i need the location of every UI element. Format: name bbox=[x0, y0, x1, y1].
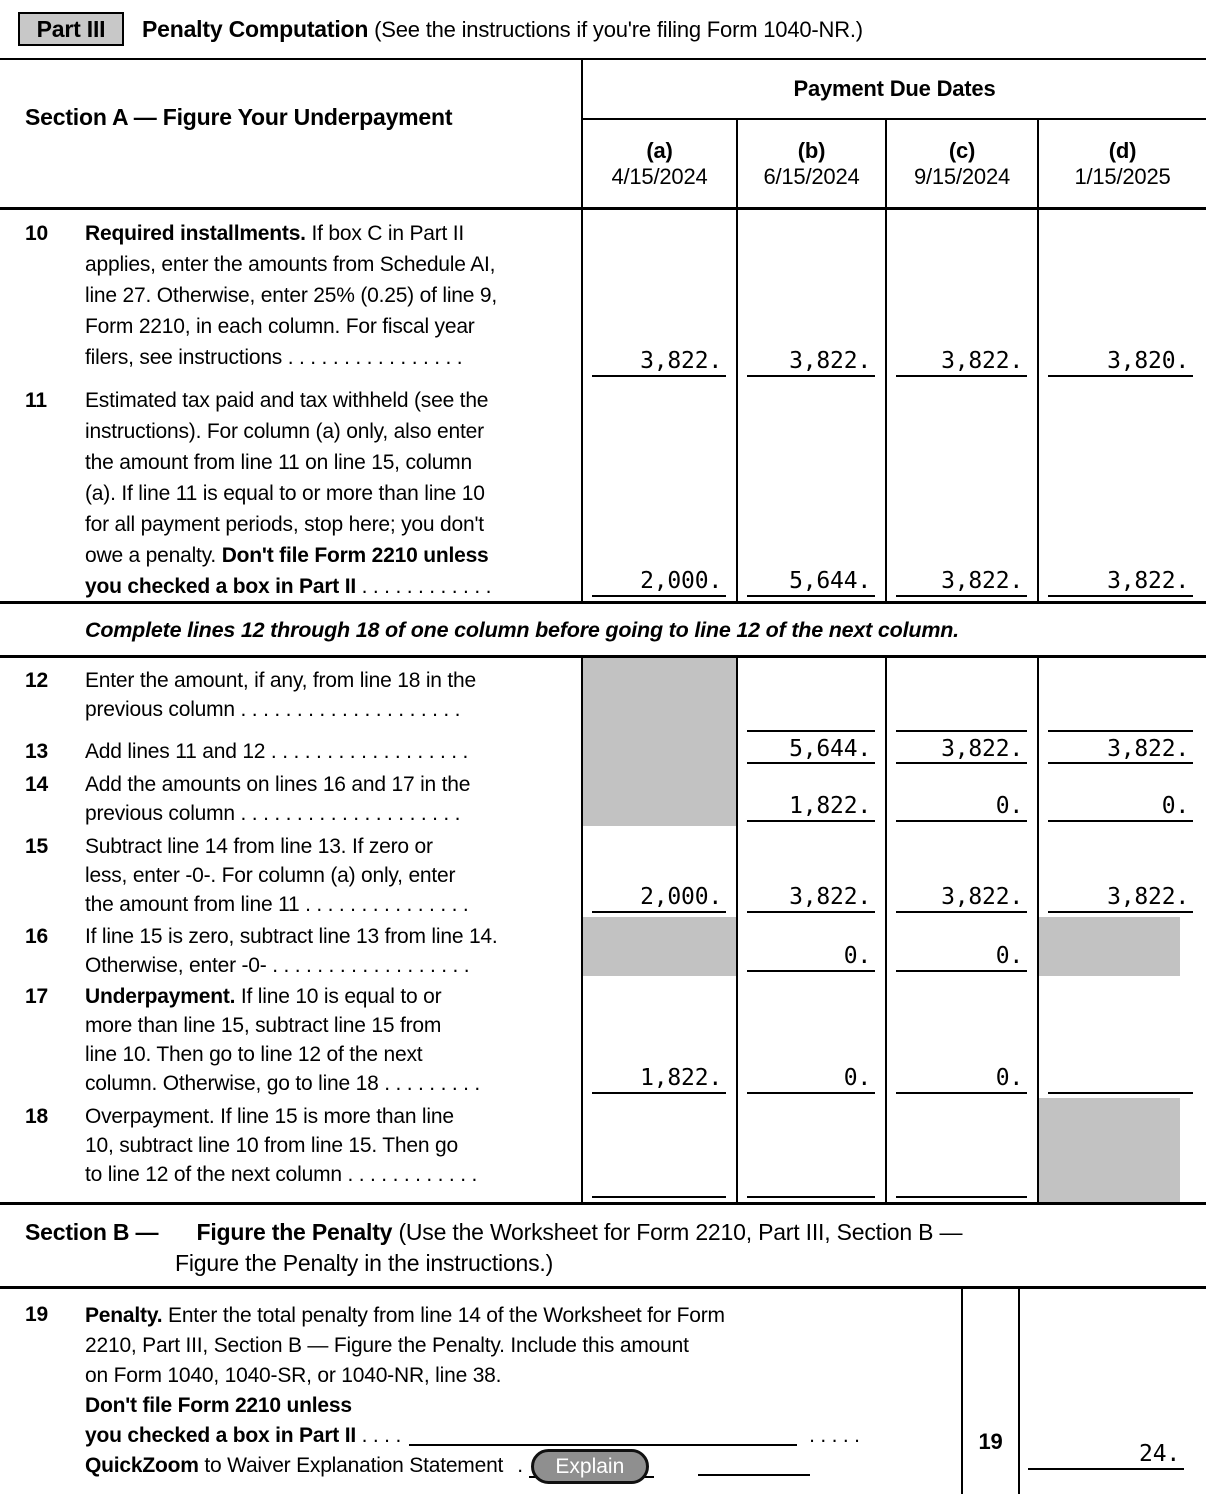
line-19-text-1: Enter the total penalty from line 14 of the Worksheet for Form bbox=[162, 1304, 725, 1327]
line-13-amount-col-d[interactable]: 3,822. bbox=[1037, 736, 1206, 768]
line-14-amount-col-c[interactable]: 0. bbox=[885, 768, 1037, 826]
line-15-amount-col-b[interactable]: 3,822. bbox=[736, 826, 885, 917]
line-19-amount: 24. bbox=[1139, 1441, 1180, 1467]
quickzoom-text: to Waiver Explanation Statement bbox=[198, 1454, 504, 1477]
leader-dots: . bbox=[517, 1454, 523, 1477]
line-14-amount-col-b[interactable]: 1,822. bbox=[736, 768, 885, 826]
line-17-amount-col-a[interactable]: 1,822. bbox=[583, 976, 736, 1098]
column-letter: (d) bbox=[1108, 137, 1137, 163]
line-19-text-4: Don't file Form 2210 unless bbox=[85, 1394, 352, 1417]
line-19-row bbox=[0, 1289, 1206, 1494]
line-18-amount-col-a[interactable] bbox=[583, 1098, 736, 1202]
line-17-number: 17 bbox=[25, 985, 48, 1008]
line-15-number: 15 bbox=[25, 835, 48, 858]
line-16-amount-col-a bbox=[583, 917, 736, 976]
line-15-amount-col-d[interactable]: 3,822. bbox=[1037, 826, 1206, 917]
column-due-date: 9/15/2024 bbox=[913, 163, 1011, 189]
line-14-number: 14 bbox=[25, 773, 48, 796]
line-11-text: 11 Estimated tax paid and tax withheld (see the instructions). For column (a) only, also enter the amount from line 11 on line 15, column (a). If line 11 is equal to or more than line 10 for all payment periods, stop here; you don't owe a penalty. Don't file Form 2210 unless you checked a box in Part II . . . . . . . . . . . . bbox=[0, 381, 583, 601]
part-label-box: Part III bbox=[18, 12, 124, 46]
line-17-amount-col-d[interactable] bbox=[1037, 976, 1206, 1098]
form-line-13 bbox=[0, 736, 1206, 768]
line-12-amount-col-b[interactable] bbox=[736, 658, 885, 736]
form-line-10 bbox=[0, 210, 1206, 381]
line-13-text: 13 Add lines 11 and 12 . . . . . . . . . . . . . . . . . . bbox=[0, 736, 583, 768]
line-16-number: 16 bbox=[25, 925, 48, 948]
line-18-text: 18 Overpayment. If line 15 is more than line 10, subtract line 10 from line 15. Then go to line 12 of the next column . . . . . . . . . . . . bbox=[0, 1098, 583, 1202]
quickzoom-blank-entry[interactable] bbox=[698, 1456, 810, 1476]
section-b-subtitle: (Use the Worksheet for Form 2210, Part III, Section B — bbox=[392, 1219, 963, 1245]
form-line-18 bbox=[0, 1098, 1206, 1202]
section-b-subtitle-2: Figure the Penalty in the instructions.) bbox=[175, 1250, 554, 1276]
line-10-amount-col-d[interactable]: 3,820. bbox=[1037, 210, 1206, 381]
line-11-amount-col-d[interactable]: 3,822. bbox=[1037, 381, 1206, 601]
line-12-amount-col-a bbox=[583, 658, 736, 736]
form-line-16 bbox=[0, 917, 1206, 976]
line-14-amount-col-a bbox=[583, 768, 736, 826]
line-16-amount-col-c[interactable]: 0. bbox=[885, 917, 1037, 976]
column-due-date: 1/15/2025 bbox=[1074, 163, 1171, 189]
penalty-label: Penalty. bbox=[85, 1304, 163, 1327]
section-b-title-2: Figure the Penalty bbox=[196, 1219, 393, 1245]
line-16-amount-col-b[interactable]: 0. bbox=[736, 917, 885, 976]
line-16-text: 16 If line 15 is zero, subtract line 13 from line 14. Otherwise, enter -0- . . . . . . . . . . . . . . . . . . bbox=[0, 917, 583, 976]
line-10-amount-col-b[interactable]: 3,822. bbox=[736, 210, 885, 381]
line-10-text: 10 Required installments. If box C in Part II applies, enter the amounts from Schedule AI, line 27. Otherwise, enter 25% (0.25) of line 9, Form 2210, in each column. For fiscal year filers, see instructions . . . . . . . . . . . . . . . . bbox=[0, 210, 583, 381]
column-letter: (a) bbox=[646, 137, 673, 163]
payment-due-dates-header bbox=[583, 60, 1206, 207]
line-10-amount-col-a[interactable]: 3,822. bbox=[583, 210, 736, 381]
line-19-text-5: you checked a box in Part II bbox=[85, 1424, 356, 1447]
line-19-blank-entry[interactable] bbox=[409, 1426, 797, 1446]
column-header-b bbox=[736, 120, 885, 207]
line-12-text: 12 Enter the amount, if any, from line 18 in the previous column . . . . . . . . . . . . . . . . . . . . bbox=[0, 658, 583, 736]
column-letter: (c) bbox=[948, 137, 976, 163]
column-header-d bbox=[1037, 120, 1206, 207]
part-iii-header bbox=[0, 0, 1206, 60]
form-line-12 bbox=[0, 658, 1206, 736]
section-a-lines-12-18 bbox=[0, 658, 1206, 1205]
line-14-amount-col-d[interactable]: 0. bbox=[1037, 768, 1206, 826]
line-11-number: 11 bbox=[25, 389, 47, 412]
leader-dots: . . . . . bbox=[809, 1424, 860, 1447]
section-b-header bbox=[0, 1205, 1206, 1289]
line-11-amount-col-c[interactable]: 3,822. bbox=[885, 381, 1037, 601]
section-b-title: Section B — bbox=[25, 1219, 159, 1245]
column-letter: (b) bbox=[797, 137, 826, 163]
line-19-text-2: 2210, Part III, Section B — Figure the Penalty. Include this amount bbox=[85, 1334, 689, 1357]
line-13-amount-col-b[interactable]: 5,644. bbox=[736, 736, 885, 768]
part-title-subtitle: (See the instructions if you're filing Form 1040-NR.) bbox=[368, 17, 863, 42]
line-19-ref-box: 19 bbox=[963, 1289, 1020, 1494]
line-11-amount-col-a[interactable]: 2,000. bbox=[583, 381, 736, 601]
line-10-amount-col-c[interactable]: 3,822. bbox=[885, 210, 1037, 381]
column-due-date: 6/15/2024 bbox=[763, 163, 860, 189]
line-11-amount-col-b[interactable]: 5,644. bbox=[736, 381, 885, 601]
payment-due-dates-label: Payment Due Dates bbox=[583, 60, 1206, 120]
line-14-text: 14 Add the amounts on lines 16 and 17 in the previous column . . . . . . . . . . . . . . . . . . . . bbox=[0, 768, 583, 826]
explain-entry-line bbox=[529, 1454, 654, 1478]
line-15-text: 15 Subtract line 14 from line 13. If zero or less, enter -0-. For column (a) only, enter the amount from line 11 . . . . . . . . . . . . . . . bbox=[0, 826, 583, 917]
line-19-amount-cell[interactable] bbox=[1020, 1289, 1206, 1494]
line-13-amount-col-c[interactable]: 3,822. bbox=[885, 736, 1037, 768]
line-18-amount-col-c[interactable] bbox=[885, 1098, 1037, 1202]
line-18-amount-col-d bbox=[1037, 1098, 1206, 1202]
line-15-amount-col-a[interactable]: 2,000. bbox=[583, 826, 736, 917]
line-19-text-3: on Form 1040, 1040-SR, or 1040-NR, line 38. bbox=[85, 1364, 502, 1387]
complete-lines-note: Complete lines 12 through 18 of one column before going to line 12 of the next column. bbox=[0, 604, 1206, 658]
section-a-header bbox=[0, 60, 1206, 210]
line-18-number: 18 bbox=[25, 1105, 48, 1128]
form-line-15 bbox=[0, 826, 1206, 917]
part-title-bold: Penalty Computation bbox=[142, 16, 369, 42]
leader-dots: . . . . bbox=[356, 1424, 402, 1447]
explain-button[interactable]: Explain bbox=[531, 1449, 649, 1484]
line-15-amount-col-c[interactable]: 3,822. bbox=[885, 826, 1037, 917]
line-19-number: 19 bbox=[25, 1303, 48, 1326]
column-header-a bbox=[583, 120, 736, 207]
line-17-amount-col-b[interactable]: 0. bbox=[736, 976, 885, 1098]
line-13-amount-col-a bbox=[583, 736, 736, 768]
section-a-lines-10-11 bbox=[0, 210, 1206, 604]
line-12-amount-col-d[interactable] bbox=[1037, 658, 1206, 736]
line-17-amount-col-c[interactable]: 0. bbox=[885, 976, 1037, 1098]
line-13-number: 13 bbox=[25, 740, 48, 763]
form-line-17 bbox=[0, 976, 1206, 1098]
column-header-c bbox=[885, 120, 1037, 207]
line-17-text: 17 Underpayment. If line 10 is equal to or more than line 15, subtract line 15 from line 10. Then go to line 12 of the next column. Otherwise, go to line 18 . . . . . . . . . bbox=[0, 976, 583, 1098]
column-due-date: 4/15/2024 bbox=[611, 163, 708, 189]
part-title bbox=[142, 16, 863, 43]
form-line-14 bbox=[0, 768, 1206, 826]
line-18-amount-col-b[interactable] bbox=[736, 1098, 885, 1202]
section-a-title-cell bbox=[0, 60, 583, 207]
quickzoom-label: QuickZoom bbox=[85, 1454, 199, 1477]
section-a-title: Section A — Figure Your Underpayment bbox=[25, 104, 453, 130]
column-headers bbox=[583, 120, 1206, 207]
line-16-amount-col-d bbox=[1037, 917, 1206, 976]
line-10-number: 10 bbox=[25, 222, 48, 245]
line-12-amount-col-c[interactable] bbox=[885, 658, 1037, 736]
line-12-number: 12 bbox=[25, 669, 48, 692]
form-line-11 bbox=[0, 381, 1206, 601]
line-19-text-cell bbox=[0, 1289, 963, 1494]
